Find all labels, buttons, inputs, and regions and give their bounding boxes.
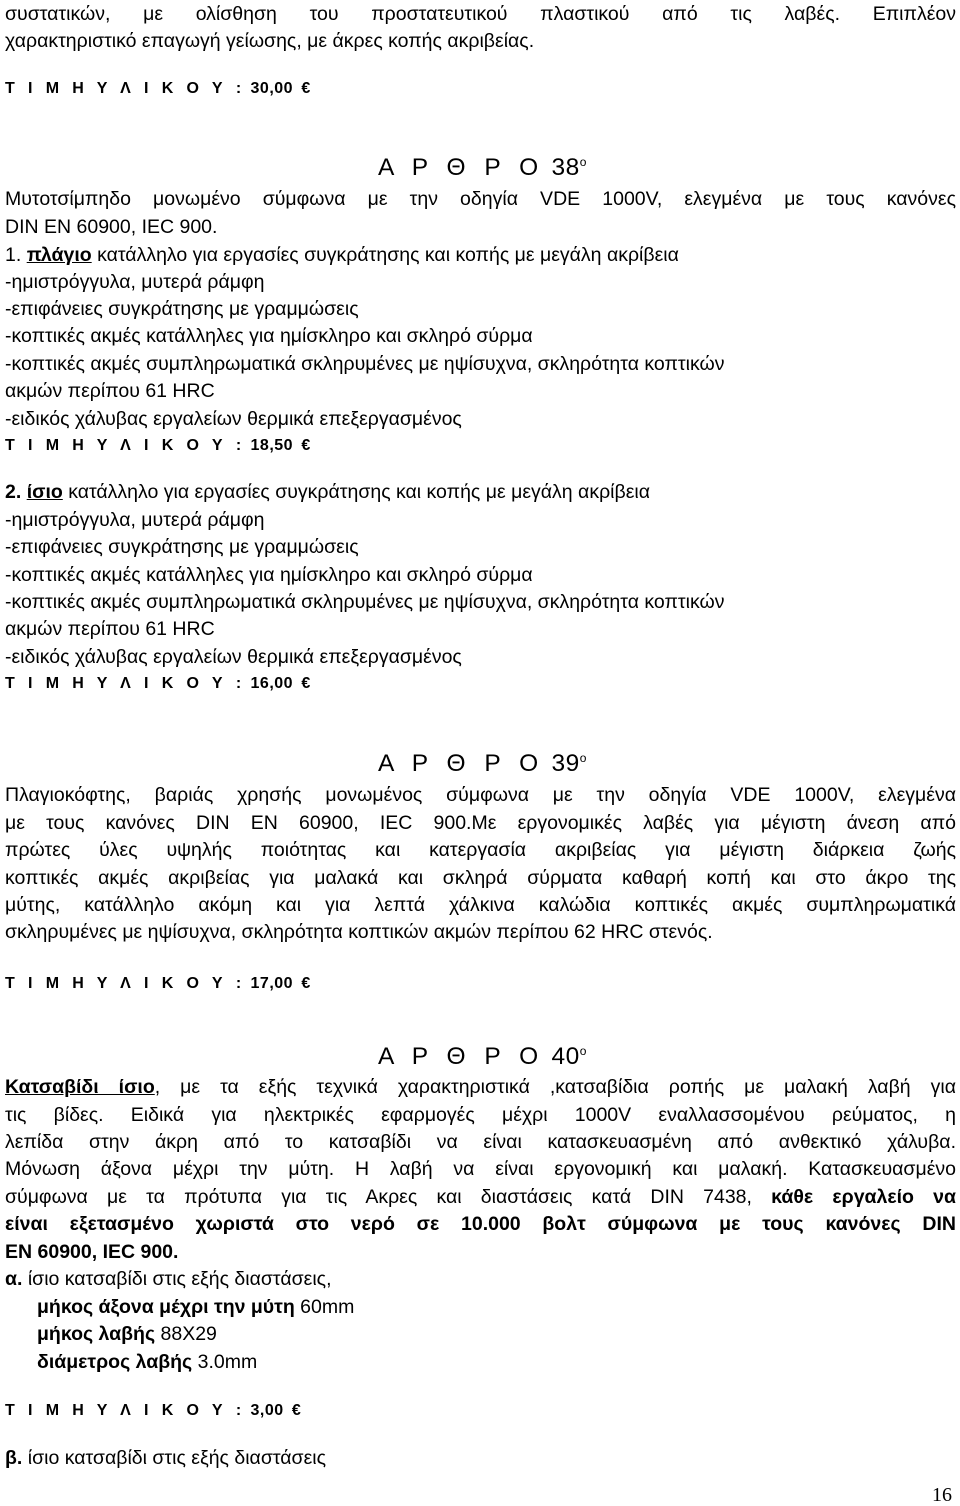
list-item: -κοπτικές ακμές συμπληρωματικά σκληρυμένες με ηψίσυχνα, σκληρότητα κοπτικών <box>5 591 725 613</box>
euro-icon: € <box>301 675 311 692</box>
sub-item-heading <box>5 1446 326 1470</box>
paragraph-line: μύτης, κατάλληλο ακόμη και για λεπτά χάλκινα καλώδια κοπτικές ακμές συμπληρωματικά <box>5 894 956 916</box>
article-number: 38 <box>551 154 580 181</box>
article-heading <box>378 153 587 183</box>
paragraph-bold: κάθε εργαλείο να <box>771 1186 956 1208</box>
paragraph-line: με τους κανόνες DIN EN 60900, IEC 900.Με εργονομικές λαβές για μέγιστη άνεση από <box>5 812 956 834</box>
price-line <box>5 77 314 101</box>
price-line <box>5 1399 305 1423</box>
ordinal-mark: ο <box>579 154 587 169</box>
page-number: 16 <box>932 1484 952 1506</box>
item-text: κατάλληλο για εργασίες συγκράτησης και κοπής με μεγάλη ακρίβεια <box>62 481 651 503</box>
list-item: -επιφάνειες συγκράτησης με γραμμώσεις <box>5 536 359 558</box>
spec-value: 88X29 <box>155 1323 217 1345</box>
list-item: -ειδικός χάλυβας εργαλείων θερμικά επεξεργασμένος <box>5 408 462 430</box>
item-number: 1. <box>5 244 22 266</box>
article-heading <box>378 749 587 779</box>
euro-icon: € <box>301 437 311 454</box>
item-heading <box>5 480 650 504</box>
price-value: 3,00 <box>250 1402 284 1419</box>
list-item: -επιφάνειες συγκράτησης με γραμμώσεις <box>5 298 359 320</box>
item-number: 2. <box>5 481 22 503</box>
paragraph-line: κοπτικές ακμές ακριβείας για μαλακά και σκληρά σύρματα καθαρή κοπή και στο άκρο της <box>5 867 956 889</box>
paragraph-line <box>5 1212 956 1236</box>
price-label: Τ Ι Μ Η Υ Λ Ι Κ Ο Υ : <box>5 437 246 454</box>
paragraph-line <box>5 1240 178 1264</box>
price-label: Τ Ι Μ Η Υ Λ Ι Κ Ο Υ : <box>5 675 246 692</box>
product-title: Κατσαβίδι ίσιο <box>5 1076 155 1098</box>
paragraph-line: χαρακτηριστικό επαγωγή γείωσης, με άκρες κοπής ακριβείας. <box>5 30 535 52</box>
euro-icon: € <box>301 80 311 97</box>
ordinal-mark: ο <box>579 1043 587 1058</box>
item-title: πλάγιο <box>26 244 92 266</box>
sub-item-label: α. <box>5 1268 23 1290</box>
sub-item-text: ίσιο κατσαβίδι στις εξής διαστάσεις <box>22 1447 327 1469</box>
spec-key: μήκος λαβής <box>37 1323 156 1345</box>
paragraph-text: , με τα εξής τεχνικά χαρακτηριστικά ,κατσαβίδια ροπής με μαλακή λαβή για <box>154 1076 956 1098</box>
spec-key: μήκος άξονα μέχρι την μύτη <box>37 1296 295 1318</box>
item-heading <box>5 243 679 267</box>
spec-line <box>37 1350 257 1374</box>
price-value: 30,00 <box>250 80 294 97</box>
price-value: 17,00 <box>250 975 294 992</box>
sub-item-text: ίσιο κατσαβίδι στις εξής διαστάσεις, <box>22 1268 332 1290</box>
paragraph-line: τις βίδες. Ειδικά για ηλεκτρικές εφαρμογές μέχρι 1000V εναλλασσομένου ρεύματος, η <box>5 1104 956 1126</box>
spec-value: 60mm <box>294 1296 355 1318</box>
spec-key: διάμετρος λαβής <box>37 1351 193 1373</box>
price-label: Τ Ι Μ Η Υ Λ Ι Κ Ο Υ : <box>5 80 246 97</box>
article-word: Α Ρ Θ Ρ Ο <box>378 154 545 181</box>
price-label: Τ Ι Μ Η Υ Λ Ι Κ Ο Υ : <box>5 1402 246 1419</box>
paragraph-line: συστατικών, με ολίσθηση του προστατευτικού πλαστικού από τις λαβές. Επιπλέον <box>5 3 956 25</box>
list-item: ακμών περίπου 61 HRC <box>5 380 215 402</box>
list-item: -ειδικός χάλυβας εργαλείων θερμικά επεξεργασμένος <box>5 646 462 668</box>
sub-item-label: β. <box>5 1447 23 1469</box>
euro-icon: € <box>301 975 311 992</box>
paragraph-bold: είναι εξετασμένο χωριστά στο νερό σε 10.000 βολτ σύμφωνα με τους κανόνες DIN <box>5 1213 956 1235</box>
spec-line <box>37 1295 354 1319</box>
list-item: -ημιστρόγγυλα, μυτερά ράμφη <box>5 509 265 531</box>
sub-item-heading <box>5 1267 332 1291</box>
paragraph-line: πρώτες ύλες υψηλής ποιότητας και κατεργασία ακριβείας για μέγιστη διάρκεια ζωής <box>5 839 956 861</box>
price-label: Τ Ι Μ Η Υ Λ Ι Κ Ο Υ : <box>5 975 246 992</box>
article-number: 39 <box>551 750 580 777</box>
list-item: -ημιστρόγγυλα, μυτερά ράμφη <box>5 271 265 293</box>
list-item: -κοπτικές ακμές κατάλληλες για ημίσκληρο και σκληρό σύρμα <box>5 325 533 347</box>
paragraph-line: σκληρυμένες με ηψίσυχνα, σκληρότητα κοπτικών ακμών περίπου 62 HRC στενός. <box>5 921 713 943</box>
list-item: -κοπτικές ακμές κατάλληλες για ημίσκληρο και σκληρό σύρμα <box>5 564 533 586</box>
list-item: -κοπτικές ακμές συμπληρωματικά σκληρυμένες με ηψίσυχνα, σκληρότητα κοπτικών <box>5 353 725 375</box>
ordinal-mark: ο <box>579 750 587 765</box>
article-number: 40 <box>551 1043 580 1070</box>
spec-line <box>37 1322 217 1346</box>
paragraph-line: Μόνωση άξονα μέχρι την μύτη. Η λαβή να είναι εργονομική και μαλακή. Κατασκευασμένο <box>5 1158 956 1180</box>
paragraph-text: σύμφωνα με τα πρότυπα για τις Ακρες και διαστάσεις κατά DIN 7438, <box>5 1186 772 1208</box>
article-word: Α Ρ Θ Ρ Ο <box>378 1043 545 1070</box>
item-text: κατάλληλο για εργασίες συγκράτησης και κοπής με μεγάλη ακρίβεια <box>91 244 679 266</box>
price-line <box>5 672 314 696</box>
article-heading <box>378 1042 587 1072</box>
price-line <box>5 434 314 458</box>
price-value: 16,00 <box>250 675 294 692</box>
article-word: Α Ρ Θ Ρ Ο <box>378 750 545 777</box>
price-line <box>5 972 314 996</box>
paragraph-bold: EN 60900, IEC 900. <box>5 1241 179 1263</box>
paragraph-line <box>5 1185 956 1209</box>
euro-icon: € <box>291 1402 302 1419</box>
paragraph-line: λεπίδα στην άκρη από το κατσαβίδι να είναι κατασκευασμένη από ανθεκτικό χάλυβα. <box>5 1131 956 1153</box>
paragraph-line: Μυτοτσίμπηδο μονωμένο σύμφωνα με την οδηγία VDE 1000V, ελεγμένα με τους κανόνες <box>5 188 956 210</box>
paragraph-line: Πλαγιοκόφτης, βαριάς χρησής μονωμένος σύμφωνα με την οδηγία VDE 1000V, ελεγμένα <box>5 784 956 806</box>
spec-value: 3.0mm <box>192 1351 258 1373</box>
item-title: ίσιο <box>26 481 63 503</box>
paragraph-line <box>5 1075 956 1099</box>
paragraph-line: DIN EN 60900, IEC 900. <box>5 216 218 238</box>
list-item: ακμών περίπου 61 HRC <box>5 618 215 640</box>
price-value: 18,50 <box>250 437 294 454</box>
